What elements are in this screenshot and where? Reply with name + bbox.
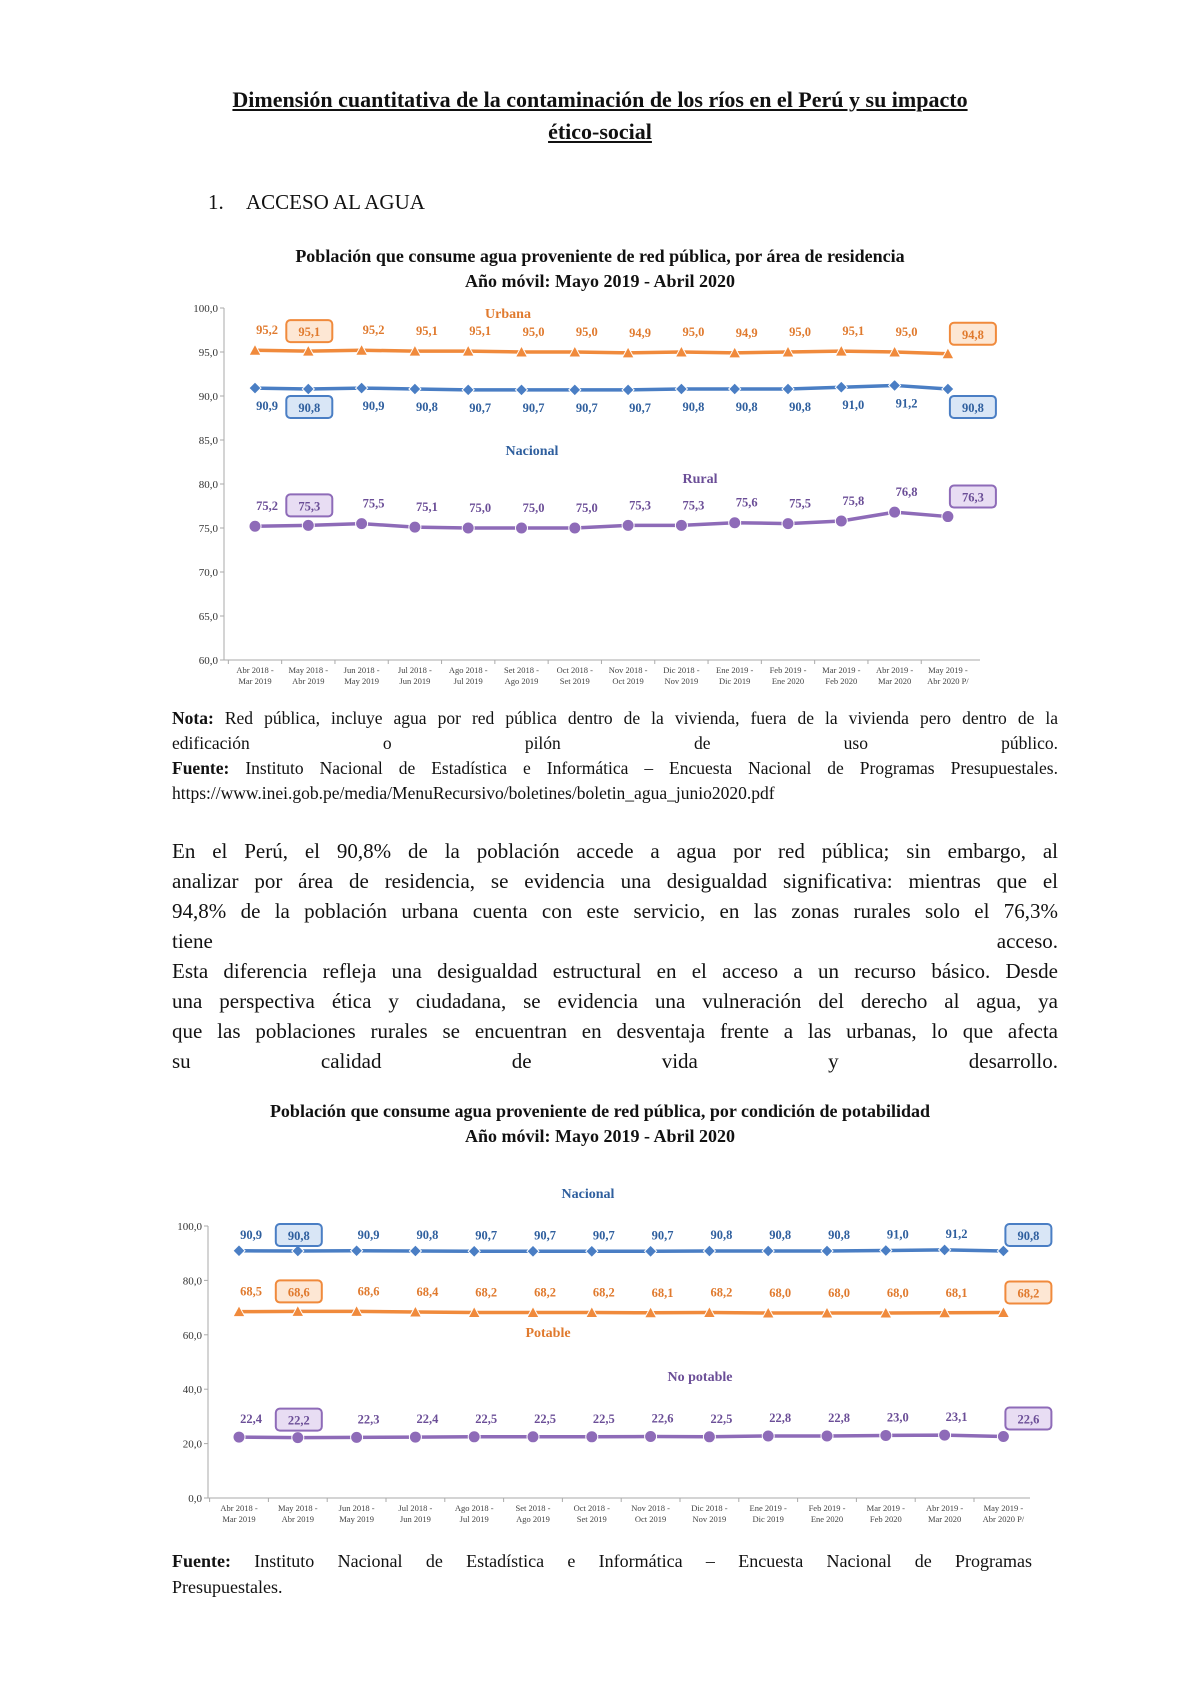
data-label: 95,1 [298,325,321,340]
data-label: 75,8 [842,493,865,508]
data-point [569,384,581,396]
series-no-potable [233,1370,1051,1444]
data-label: 75,0 [522,501,545,515]
data-label: 90,7 [651,1228,674,1243]
series-urbana [249,307,996,359]
x-tick-label: May 2018 -Abr 2019 [277,1503,318,1524]
x-tick-label: Oct 2018 -Set 2019 [556,665,593,686]
section-number: 1. [208,190,224,214]
data-label: 90,8 [1017,1229,1040,1244]
data-point [939,1244,951,1256]
data-label: 23,0 [886,1410,909,1425]
series-name-label: Urbana [485,307,531,322]
series-potable [233,1280,1051,1341]
source-label: Fuente: [172,758,230,778]
data-label: 90,8 [416,1228,439,1243]
series-nacional [249,379,996,459]
note-line1: Red pública, incluye agua por red pública dentro de la vivienda, fuera de la vivienda pero dentro de la [224,708,1059,728]
y-tick-label: 100,0 [193,303,218,315]
data-label: 90,8 [710,1228,733,1243]
y-tick-label: 0,0 [188,1493,202,1505]
data-label: 22,3 [357,1412,380,1427]
series-name-label: Potable [525,1326,571,1341]
data-label: 68,0 [769,1286,792,1301]
data-point [351,1431,363,1443]
data-point [569,522,581,534]
paragraph-line6: una perspectiva ética y ciudadana, se evidencia una vulneración del derecho al agua, ya [172,989,1058,1013]
paragraph-line4: tiene acceso. [172,929,1058,953]
y-tick-label: 80,0 [182,1275,202,1288]
data-point [409,1431,421,1443]
y-tick-label: 90,0 [198,391,218,403]
data-label: 68,6 [357,1284,380,1299]
data-point [880,1244,892,1256]
data-label: 22,5 [592,1411,615,1426]
data-point [889,379,901,391]
x-tick-label: Mar 2019 -Feb 2020 [822,665,861,686]
data-point [233,1431,245,1443]
x-tick-label: May 2018 -Abr 2019 [288,665,329,686]
series-name-label: Nacional [505,444,559,459]
data-label: 90,7 [469,400,492,415]
chart1-title [140,244,1060,294]
y-tick-label: 75,0 [198,523,218,535]
chart2-potability [0,1170,1200,1540]
data-label: 91,0 [886,1227,909,1242]
source-url[interactable]: https://www.inei.gob.pe/media/MenuRecursivo/boletines/boletin_agua_junio2020.pdf [172,783,775,803]
data-label: 90,8 [298,400,321,415]
data-point [409,521,421,533]
data-point [942,383,954,395]
x-tick-label: Set 2018 -Ago 2019 [515,1503,551,1524]
data-label: 90,9 [357,1227,380,1242]
data-label: 95,0 [575,325,598,339]
data-label: 90,9 [256,399,278,414]
data-label: 68,2 [592,1285,615,1300]
data-point [942,511,954,523]
data-label: 95,1 [842,324,865,339]
data-label: 90,7 [592,1228,615,1243]
x-tick-label: Abr 2019 -Mar 2020 [925,1503,964,1524]
data-label: 22,6 [651,1411,674,1426]
data-label: 75,5 [789,496,811,511]
x-tick-label: Abr 2018 -Mar 2019 [220,1503,258,1524]
data-label: 95,2 [256,323,278,338]
chart2-source [172,1548,1032,1600]
data-label: 68,1 [945,1285,968,1300]
x-tick-label: May 2019 -Abr 2020 P/ [982,1503,1025,1524]
data-point [516,384,528,396]
y-tick-label: 65,0 [198,611,218,623]
data-point [703,1431,715,1443]
data-point [302,383,314,395]
data-label: 75,3 [298,499,321,514]
data-label: 75,2 [256,499,278,514]
data-label: 90,8 [415,399,438,414]
data-point [586,1431,598,1443]
data-point [356,518,368,530]
source2-label: Fuente: [172,1551,231,1571]
note-line2: edificación o pilón de uso público. [172,733,1058,753]
data-label: 68,4 [416,1284,439,1299]
data-label: 95,0 [522,325,545,339]
data-point [880,1429,892,1441]
data-label: 91,0 [842,398,865,413]
data-label: 68,0 [828,1286,850,1301]
data-point [409,1245,421,1257]
y-axis [177,1221,1030,1505]
x-axis [228,660,969,686]
paragraph-line7: que las poblaciones rurales se encuentran en desventaja frente a las urbanas, lo que afecta [172,1019,1058,1043]
data-label: 95,0 [789,325,811,339]
data-point [675,519,687,531]
data-label: 68,2 [710,1285,733,1300]
data-label: 90,8 [789,399,811,414]
chart1-title-line1: Población que consume agua proveniente de red pública, por área de residencia [295,246,905,266]
data-point [468,1431,480,1443]
data-label: 90,8 [828,1228,850,1243]
data-point [622,384,634,396]
data-label: 76,3 [961,490,984,505]
y-axis [193,303,980,667]
data-label: 95,1 [415,324,438,339]
data-label: 68,2 [1017,1286,1040,1301]
data-point [939,1429,951,1441]
data-label: 75,3 [629,498,652,513]
y-tick-label: 95,0 [198,347,218,359]
data-label: 90,9 [240,1227,262,1242]
x-tick-label: Feb 2019 -Ene 2020 [808,1503,846,1524]
data-label: 90,8 [769,1228,792,1243]
y-tick-label: 80,0 [198,479,218,491]
body-paragraph [172,836,1058,1076]
x-tick-label: Jul 2018 -Jun 2019 [398,1503,433,1524]
data-label: 68,6 [287,1285,310,1300]
data-point [233,1245,245,1257]
x-tick-label: Mar 2019 -Feb 2020 [866,1503,905,1524]
x-tick-label: Set 2018 -Ago 2019 [504,665,539,686]
data-label: 94,9 [629,325,652,340]
data-point [703,1245,715,1257]
data-label: 91,2 [895,396,918,411]
x-tick-label: Dic 2018 -Nov 2019 [691,1503,728,1524]
x-tick-label: Nov 2018 -Oct 2019 [608,665,648,686]
data-label: 95,1 [469,324,492,339]
series-name-label: Nacional [561,1187,615,1202]
data-label: 22,6 [1017,1412,1040,1427]
data-point [527,1431,539,1443]
data-point [292,1432,304,1444]
series-name-label: Rural [682,472,718,487]
x-tick-label: May 2019 -Abr 2020 P/ [927,665,969,686]
data-label: 95,0 [682,325,705,339]
data-label: 68,5 [240,1284,262,1299]
chart1-title-line2: Año móvil: Mayo 2019 - Abril 2020 [465,271,735,291]
data-label: 22,5 [475,1411,498,1426]
series-nacional [233,1187,1051,1257]
data-point [762,1245,774,1257]
data-label: 68,0 [886,1286,909,1301]
x-tick-label: Jul 2018 -Jun 2019 [397,665,432,686]
data-point [302,519,314,531]
data-point [675,383,687,395]
data-point [997,1245,1009,1257]
data-point [462,522,474,534]
x-axis [210,1498,1025,1524]
x-tick-label: Nov 2018 -Oct 2019 [631,1503,670,1524]
series-rural [249,472,996,534]
chart2-title-line1: Población que consume agua proveniente de red pública, por condición de potabilidad [269,1101,931,1121]
paragraph-line3: 94,8% de la población urbana cuenta con este servicio, en las zonas rurales solo el 76,3% [172,899,1058,923]
data-point [762,1430,774,1442]
source2-line1: Instituto Nacional de Estadística e Informática – Encuesta Nacional de Programas [254,1551,1032,1571]
data-point [835,381,847,393]
chart2-title-line2: Año móvil: Mayo 2019 - Abril 2020 [465,1126,735,1146]
data-point [997,1431,1009,1443]
data-label: 22,5 [710,1411,733,1426]
paragraph-line8: su calidad de vida y desarrollo. [172,1049,1058,1073]
data-point [782,383,794,395]
data-point [351,1245,363,1257]
data-point [622,519,634,531]
x-tick-label: Ene 2019 -Dic 2019 [716,665,754,686]
data-point [782,518,794,530]
source-text: Instituto Nacional de Estadística e Informática – Encuesta Nacional de Programas Presupuestales. [245,758,1058,778]
data-label: 75,1 [415,500,438,515]
data-label: 22,4 [240,1412,262,1427]
data-label: 68,2 [534,1285,556,1300]
data-label: 90,8 [287,1229,310,1244]
data-label: 76,8 [895,485,918,500]
data-label: 22,5 [534,1411,556,1426]
chart1-note [172,706,1058,806]
x-tick-label: Dic 2018 -Nov 2019 [663,665,700,686]
y-tick-label: 85,0 [198,435,218,447]
data-point [462,384,474,396]
y-tick-label: 60,0 [182,1329,202,1342]
document-title [120,84,1080,148]
y-tick-label: 60,0 [198,655,218,667]
data-label: 68,2 [475,1285,498,1300]
note-label: Nota: [172,708,214,728]
data-point [645,1245,657,1257]
data-label: 94,9 [735,325,758,340]
series-name-label: No potable [667,1370,733,1385]
data-label: 90,7 [522,400,545,415]
y-tick-label: 20,0 [182,1438,202,1451]
data-point [835,515,847,527]
data-label: 90,8 [961,400,984,415]
x-tick-label: Jun 2018 -May 2019 [338,1503,375,1524]
data-label: 75,3 [682,498,705,513]
document-title-line1: Dimensión cuantitativa de la contaminación de los ríos en el Perú y su impacto [232,87,968,112]
x-tick-label: Oct 2018 -Set 2019 [573,1503,610,1524]
data-point [586,1245,598,1257]
data-label: 75,0 [469,501,492,515]
data-label: 22,4 [416,1412,439,1427]
data-point [356,382,368,394]
data-point [729,383,741,395]
data-point [527,1245,539,1257]
data-label: 75,0 [575,501,598,515]
data-point [889,506,901,518]
data-label: 22,8 [828,1410,850,1425]
data-label: 90,7 [475,1228,498,1243]
data-point [645,1431,657,1443]
data-point [409,383,421,395]
data-point [821,1430,833,1442]
chart1-area-residence [0,300,1200,700]
section-heading-text: ACCESO AL AGUA [246,190,425,214]
x-tick-label: Ene 2019 -Dic 2019 [749,1503,787,1524]
data-label: 95,2 [362,323,385,338]
y-tick-label: 100,0 [177,1221,202,1233]
section-heading [208,190,425,215]
x-tick-label: Jun 2018 -May 2019 [343,665,380,686]
data-label: 91,2 [945,1226,968,1241]
data-point [249,382,261,394]
y-tick-label: 40,0 [182,1384,202,1397]
data-label: 22,2 [287,1413,310,1428]
data-label: 90,9 [362,399,385,414]
x-tick-label: Abr 2019 -Mar 2020 [875,665,914,686]
paragraph-line2: analizar por área de residencia, se evidencia una desigualdad significativa: mientras que el [172,869,1058,893]
data-label: 90,7 [629,400,652,415]
data-point [821,1245,833,1257]
paragraph-line5: Esta diferencia refleja una desigualdad estructural en el acceso a un recurso básico. Desde [172,959,1058,983]
document-title-line2: ético-social [548,119,652,144]
paragraph-line1: En el Perú, el 90,8% de la población accede a agua por red pública; sin embargo, al [172,839,1058,863]
chart2-title [140,1099,1060,1149]
data-label: 75,6 [735,495,758,510]
data-label: 22,8 [769,1410,792,1425]
data-label: 90,7 [575,400,598,415]
x-tick-label: Abr 2018 -Mar 2019 [236,665,274,686]
data-point [516,522,528,534]
data-label: 90,7 [534,1228,556,1243]
source2-line2: Presupuestales. [172,1577,283,1597]
data-label: 90,8 [682,399,705,414]
x-tick-label: Ago 2018 -Jul 2019 [448,665,488,686]
data-label: 94,8 [961,327,984,342]
data-label: 95,0 [895,325,918,339]
x-tick-label: Ago 2018 -Jul 2019 [454,1503,494,1524]
data-point [729,517,741,529]
data-label: 68,1 [651,1285,674,1300]
data-label: 75,5 [362,496,385,511]
data-point [468,1245,480,1257]
x-tick-label: Feb 2019 -Ene 2020 [769,665,807,686]
data-label: 90,8 [735,399,758,414]
y-tick-label: 70,0 [198,567,218,579]
data-point [249,520,261,532]
data-label: 23,1 [945,1410,968,1425]
